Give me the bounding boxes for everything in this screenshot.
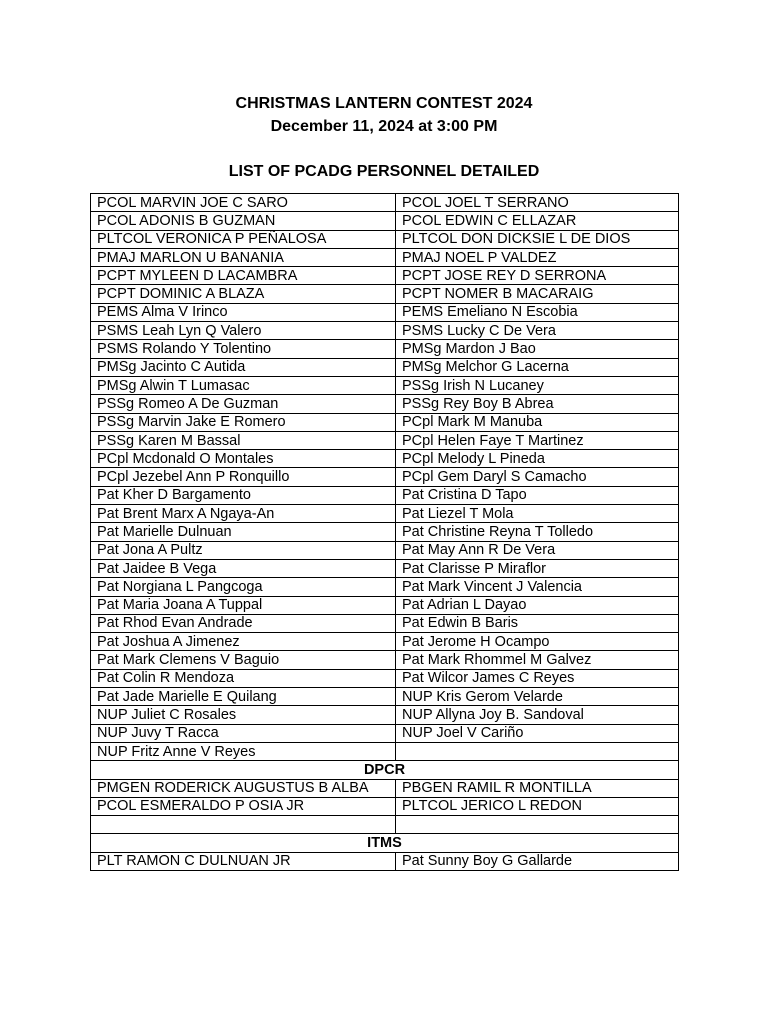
- name-cell-left: PSSg Marvin Jake E Romero: [91, 413, 396, 431]
- name-cell-left: PCpl Jezebel Ann P Ronquillo: [91, 468, 396, 486]
- name-cell-right: Pat Jerome H Ocampo: [396, 633, 679, 651]
- name-cell-left: PSMS Rolando Y Tolentino: [91, 340, 396, 358]
- table-row: [91, 779, 679, 797]
- name-cell-right: Pat Wilcor James C Reyes: [396, 669, 679, 687]
- name-cell-right: PLTCOL DON DICKSIE L DE DIOS: [396, 230, 679, 248]
- name-cell-left: NUP Fritz Anne V Reyes: [91, 742, 396, 760]
- section-row: [91, 834, 679, 852]
- table-row: [91, 212, 679, 230]
- table-row: [91, 724, 679, 742]
- table-row: [91, 395, 679, 413]
- name-cell-right: PBGEN RAMIL R MONTILLA: [396, 779, 679, 797]
- table-row: [91, 669, 679, 687]
- table-row: [91, 688, 679, 706]
- table-row: [91, 413, 679, 431]
- table-row: [91, 505, 679, 523]
- section-row: [91, 761, 679, 779]
- name-cell-left: Pat Rhod Evan Andrade: [91, 614, 396, 632]
- table-row: [91, 450, 679, 468]
- table-row: [91, 797, 679, 815]
- table-row: [91, 230, 679, 248]
- name-cell-right: Pat Adrian L Dayao: [396, 596, 679, 614]
- name-cell-right: PMSg Mardon J Bao: [396, 340, 679, 358]
- name-cell-left: Pat Marielle Dulnuan: [91, 523, 396, 541]
- personnel-table: [90, 193, 679, 871]
- table-row: [91, 852, 679, 870]
- name-cell-right: Pat Mark Rhommel M Galvez: [396, 651, 679, 669]
- name-cell-right: PCOL JOEL T SERRANO: [396, 194, 679, 212]
- table-row: [91, 486, 679, 504]
- name-cell-right: PSMS Lucky C De Vera: [396, 322, 679, 340]
- name-cell-left: PLT RAMON C DULNUAN JR: [91, 852, 396, 870]
- name-cell-left: PMSg Jacinto C Autida: [91, 358, 396, 376]
- event-date: December 11, 2024 at 3:00 PM: [270, 118, 498, 135]
- list-heading: LIST OF PCADG PERSONNEL DETAILED: [228, 163, 540, 180]
- table-row: [91, 578, 679, 596]
- name-cell-left: PMSg Alwin T Lumasac: [91, 376, 396, 394]
- section-header: ITMS: [91, 834, 679, 852]
- name-cell-right: PCpl Gem Daryl S Camacho: [396, 468, 679, 486]
- table-row: [91, 248, 679, 266]
- table-row: [91, 541, 679, 559]
- name-cell-left: NUP Juvy T Racca: [91, 724, 396, 742]
- name-cell-left: Pat Jade Marielle E Quilang: [91, 688, 396, 706]
- name-cell-left: Pat Norgiana L Pangcoga: [91, 578, 396, 596]
- name-cell-left: PCPT DOMINIC A BLAZA: [91, 285, 396, 303]
- section-header: DPCR: [91, 761, 679, 779]
- name-cell-right: Pat Cristina D Tapo: [396, 486, 679, 504]
- name-cell-left: Pat Joshua A Jimenez: [91, 633, 396, 651]
- name-cell-left: Pat Jaidee B Vega: [91, 559, 396, 577]
- name-cell-right: PEMS Emeliano N Escobia: [396, 303, 679, 321]
- name-cell-right: PLTCOL JERICO L REDON: [396, 797, 679, 815]
- name-cell-right: [396, 742, 679, 760]
- name-cell-right: PCpl Melody L Pineda: [396, 450, 679, 468]
- name-cell-right: Pat May Ann R De Vera: [396, 541, 679, 559]
- name-cell-left: Pat Brent Marx A Ngaya-An: [91, 505, 396, 523]
- name-cell-right: PCpl Mark M Manuba: [396, 413, 679, 431]
- name-cell-left: PSSg Romeo A De Guzman: [91, 395, 396, 413]
- name-cell-left: Pat Kher D Bargamento: [91, 486, 396, 504]
- name-cell-right: Pat Clarisse P Miraflor: [396, 559, 679, 577]
- name-cell-left: PCOL MARVIN JOE C SARO: [91, 194, 396, 212]
- table-row: [91, 358, 679, 376]
- name-cell-right: [396, 816, 679, 834]
- name-cell-left: NUP Juliet C Rosales: [91, 706, 396, 724]
- name-cell-left: PCOL ESMERALDO P OSIA JR: [91, 797, 396, 815]
- name-cell-left: [91, 816, 396, 834]
- name-cell-left: Pat Jona A Pultz: [91, 541, 396, 559]
- name-cell-right: Pat Liezel T Mola: [396, 505, 679, 523]
- name-cell-right: PSSg Irish N Lucaney: [396, 376, 679, 394]
- name-cell-left: PMAJ MARLON U BANANIA: [91, 248, 396, 266]
- table-row: [91, 651, 679, 669]
- table-row: [91, 742, 679, 760]
- document-title: CHRISTMAS LANTERN CONTEST 2024: [235, 95, 533, 112]
- name-cell-right: PCPT NOMER B MACARAIG: [396, 285, 679, 303]
- name-cell-left: PCPT MYLEEN D LACAMBRA: [91, 267, 396, 285]
- table-row: [91, 376, 679, 394]
- table-row: [91, 431, 679, 449]
- table-row: [91, 267, 679, 285]
- name-cell-left: PCOL ADONIS B GUZMAN: [91, 212, 396, 230]
- name-cell-left: PSSg Karen M Bassal: [91, 431, 396, 449]
- name-cell-left: PCpl Mcdonald O Montales: [91, 450, 396, 468]
- table-row: [91, 468, 679, 486]
- name-cell-left: PSMS Leah Lyn Q Valero: [91, 322, 396, 340]
- table-row: [91, 614, 679, 632]
- name-cell-right: PMAJ NOEL P VALDEZ: [396, 248, 679, 266]
- table-row: [91, 303, 679, 321]
- name-cell-right: PMSg Melchor G Lacerna: [396, 358, 679, 376]
- name-cell-left: Pat Maria Joana A Tuppal: [91, 596, 396, 614]
- name-cell-right: Pat Edwin B Baris: [396, 614, 679, 632]
- table-row: [91, 322, 679, 340]
- name-cell-left: PEMS Alma V Irinco: [91, 303, 396, 321]
- name-cell-right: Pat Mark Vincent J Valencia: [396, 578, 679, 596]
- name-cell-left: Pat Mark Clemens V Baguio: [91, 651, 396, 669]
- table-row: [91, 633, 679, 651]
- table-row: [91, 706, 679, 724]
- name-cell-right: NUP Joel V Cariño: [396, 724, 679, 742]
- table-row: [91, 816, 679, 834]
- name-cell-right: NUP Allyna Joy B. Sandoval: [396, 706, 679, 724]
- name-cell-left: PLTCOL VERONICA P PEÑALOSA: [91, 230, 396, 248]
- name-cell-right: PCPT JOSE REY D SERRONA: [396, 267, 679, 285]
- name-cell-right: PCOL EDWIN C ELLAZAR: [396, 212, 679, 230]
- table-row: [91, 559, 679, 577]
- name-cell-left: PMGEN RODERICK AUGUSTUS B ALBA: [91, 779, 396, 797]
- table-row: [91, 285, 679, 303]
- name-cell-right: NUP Kris Gerom Velarde: [396, 688, 679, 706]
- table-row: [91, 523, 679, 541]
- table-row: [91, 596, 679, 614]
- name-cell-right: Pat Sunny Boy G Gallarde: [396, 852, 679, 870]
- name-cell-left: Pat Colin R Mendoza: [91, 669, 396, 687]
- name-cell-right: PCpl Helen Faye T Martinez: [396, 431, 679, 449]
- table-row: [91, 194, 679, 212]
- name-cell-right: Pat Christine Reyna T Tolledo: [396, 523, 679, 541]
- name-cell-right: PSSg Rey Boy B Abrea: [396, 395, 679, 413]
- table-row: [91, 340, 679, 358]
